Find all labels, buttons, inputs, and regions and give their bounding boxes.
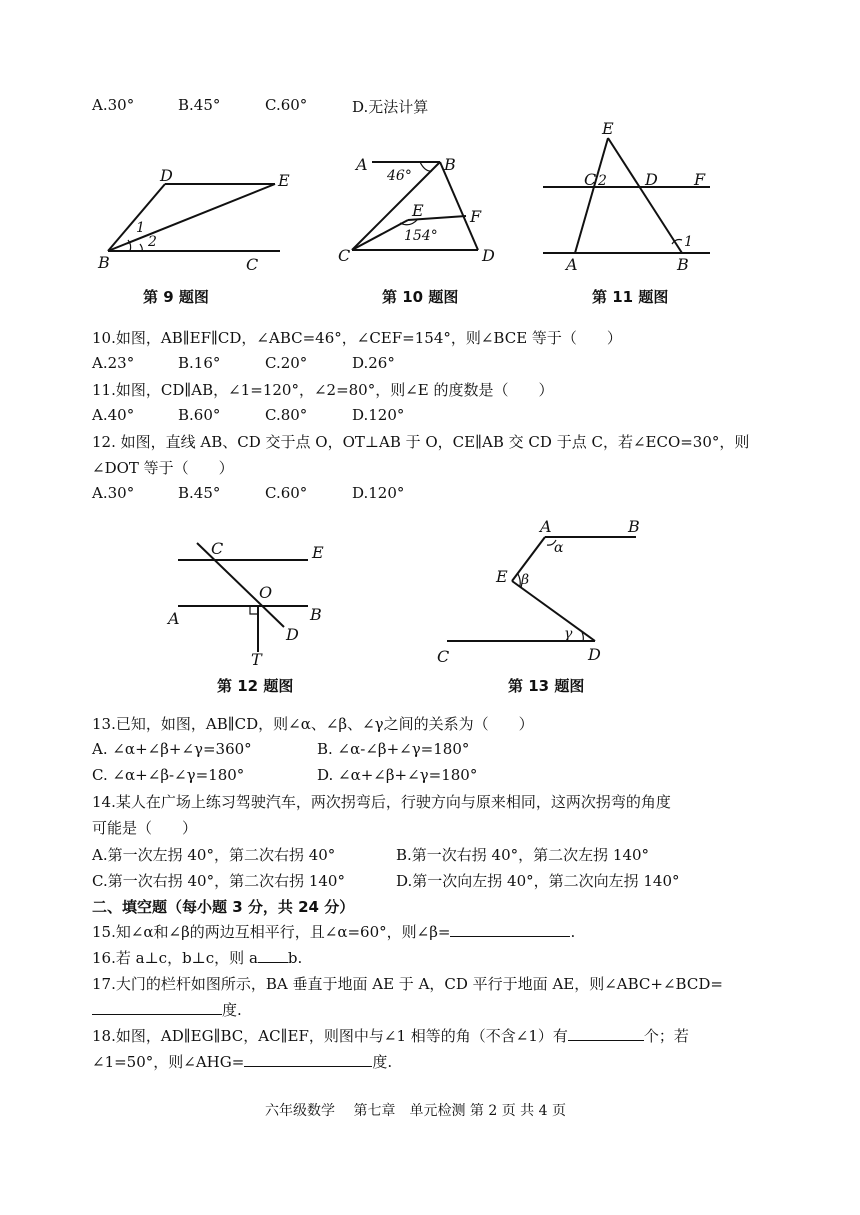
question-12-text-line1: 12. 如图，直线 AB、CD 交于点 O，OT⊥AB 于 O，CE∥AB 交 CD 于点 C，若∠ECO=30°，则 xyxy=(92,433,750,451)
fig10-label-f: F xyxy=(470,207,482,226)
question-14-text-line2: 可能是（ ） xyxy=(92,819,198,837)
fig12-label-t: T xyxy=(251,650,262,669)
fig12-label-b: B xyxy=(310,605,322,624)
q15-end: . xyxy=(570,923,576,941)
fig13-angle-alpha: α xyxy=(554,540,564,556)
q18-end: 度. xyxy=(372,1053,393,1071)
section-2-heading: 二、填空题（每小题 3 分，共 24 分） xyxy=(92,898,355,916)
question-16 xyxy=(92,948,302,968)
question-10-text: 10.如图，AB∥EF∥CD，∠ABC=46°，∠CEF=154°，则∠BCE 等于（ ） xyxy=(92,329,622,347)
figure-13-caption: 第 13 题图 xyxy=(508,677,585,695)
q18-answer-blank-2[interactable] xyxy=(244,1052,372,1067)
q10-option-d: D.26° xyxy=(352,354,395,372)
fig12-label-e: E xyxy=(312,543,324,562)
fig11-angle-1: 1 xyxy=(684,234,693,250)
q18-text2: ∠1=50°，则∠AHG= xyxy=(92,1053,245,1071)
q16-answer-blank[interactable] xyxy=(258,948,288,963)
q10-option-c: C.20° xyxy=(265,354,308,372)
fig13-label-a: A xyxy=(540,517,552,536)
fig13-label-d: D xyxy=(588,645,601,664)
question-13-text: 13.已知，如图，AB∥CD，则∠α、∠β、∠γ之间的关系为（ ） xyxy=(92,715,534,733)
question-17-line1: 17.大门的栏杆如图所示，BA 垂直于地面 AE 于 A，CD 平行于地面 AE，则∠ABC+∠BCD= xyxy=(92,975,723,993)
q12-option-d: D.120° xyxy=(352,484,405,502)
question-15 xyxy=(92,922,575,942)
question-17-line2 xyxy=(92,1000,242,1020)
q14-option-a: A.第一次左拐 40°，第二次右拐 40° xyxy=(92,846,336,864)
figure-11-caption: 第 11 题图 xyxy=(592,288,669,306)
q9-option-a: A.30° xyxy=(92,96,135,114)
fig9-angle-1: 1 xyxy=(136,220,145,236)
fig12-label-a: A xyxy=(168,609,180,628)
q10-option-b: B.16° xyxy=(178,354,221,372)
fig11-label-f: F xyxy=(694,170,706,189)
question-18-line1 xyxy=(92,1026,689,1046)
q12-option-a: A.30° xyxy=(92,484,135,502)
question-11-text: 11.如图，CD∥AB，∠1=120°，∠2=80°，则∠E 的度数是（ ） xyxy=(92,381,554,399)
q17-answer-blank[interactable] xyxy=(92,1000,222,1015)
q9-option-d: D.无法计算 xyxy=(352,98,429,116)
q15-answer-blank[interactable] xyxy=(450,922,570,937)
fig10-angle-154: 154° xyxy=(404,228,438,244)
question-18-line2 xyxy=(92,1052,392,1072)
fig10-label-b: B xyxy=(444,155,456,174)
fig10-label-c: C xyxy=(338,246,351,265)
q13-option-d: D. ∠α+∠β+∠γ=180° xyxy=(317,766,478,784)
q11-option-d: D.120° xyxy=(352,406,405,424)
question-12-text-line2: ∠DOT 等于（ ） xyxy=(92,459,234,477)
q12-option-b: B.45° xyxy=(178,484,221,502)
fig13-label-b: B xyxy=(628,517,640,536)
page-footer: 六年级数学 第七章 单元检测 第 2 页 共 4 页 xyxy=(265,1103,566,1119)
fig12-label-d: D xyxy=(286,625,299,644)
fig12-label-c: C xyxy=(211,539,224,558)
question-14-text-line1: 14.某人在广场上练习驾驶汽车，两次拐弯后，行驶方向与原来相同，这两次拐弯的角度 xyxy=(92,793,671,811)
q13-option-c: C. ∠α+∠β-∠γ=180° xyxy=(92,766,245,784)
fig13-angle-beta: β xyxy=(521,572,530,588)
figure-12-caption: 第 12 题图 xyxy=(217,677,294,695)
q9-option-c: C.60° xyxy=(265,96,308,114)
q11-option-b: B.60° xyxy=(178,406,221,424)
fig9-label-d: D xyxy=(160,166,173,185)
q11-option-c: C.80° xyxy=(265,406,308,424)
fig11-label-c: C xyxy=(584,170,597,189)
q18-answer-blank-1[interactable] xyxy=(568,1026,644,1041)
fig13-angle-gamma: γ xyxy=(564,626,573,642)
fig13-label-e: E xyxy=(496,567,508,586)
q18-mid: 个；若 xyxy=(643,1027,689,1045)
q10-option-a: A.23° xyxy=(92,354,135,372)
fig10-label-a: A xyxy=(356,155,368,174)
fig9-label-c: C xyxy=(246,255,259,274)
fig11-label-d: D xyxy=(645,170,658,189)
q14-option-d: D.第一次向左拐 40°，第二次向左拐 140° xyxy=(396,872,680,890)
fig10-angle-46: 46° xyxy=(387,168,412,184)
q12-option-c: C.60° xyxy=(265,484,308,502)
fig9-label-b: B xyxy=(98,253,110,272)
fig11-label-e: E xyxy=(602,119,614,138)
q13-option-a: A. ∠α+∠β+∠γ=360° xyxy=(92,740,252,758)
figure-9-caption: 第 9 题图 xyxy=(143,288,209,306)
fig9-angle-2: 2 xyxy=(148,234,157,250)
q13-option-b: B. ∠α-∠β+∠γ=180° xyxy=(317,740,470,758)
q16-end: b. xyxy=(287,949,303,967)
q9-option-b: B.45° xyxy=(178,96,221,114)
q18-text1: 18.如图，AD∥EG∥BC，AC∥EF，则图中与∠1 相等的角（不含∠1）有 xyxy=(92,1027,568,1045)
fig11-label-a: A xyxy=(566,255,578,274)
q15-text: 15.知∠α和∠β的两边互相平行，且∠α=60°，则∠β= xyxy=(92,923,451,941)
figure-10-caption: 第 10 题图 xyxy=(382,288,459,306)
fig9-label-e: E xyxy=(278,171,290,190)
fig13-label-c: C xyxy=(437,647,450,666)
q16-text: 16.若 a⊥c，b⊥c，则 a xyxy=(92,949,258,967)
q14-option-b: B.第一次右拐 40°，第二次左拐 140° xyxy=(396,846,650,864)
fig11-label-b: B xyxy=(677,255,689,274)
fig11-angle-2: 2 xyxy=(598,173,607,189)
fig10-label-e: E xyxy=(412,201,424,220)
q17-end: 度. xyxy=(222,1001,242,1019)
q11-option-a: A.40° xyxy=(92,406,135,424)
q14-option-c: C.第一次右拐 40°，第二次右拐 140° xyxy=(92,872,345,890)
fig10-label-d: D xyxy=(482,246,495,265)
fig12-label-o: O xyxy=(259,583,273,602)
